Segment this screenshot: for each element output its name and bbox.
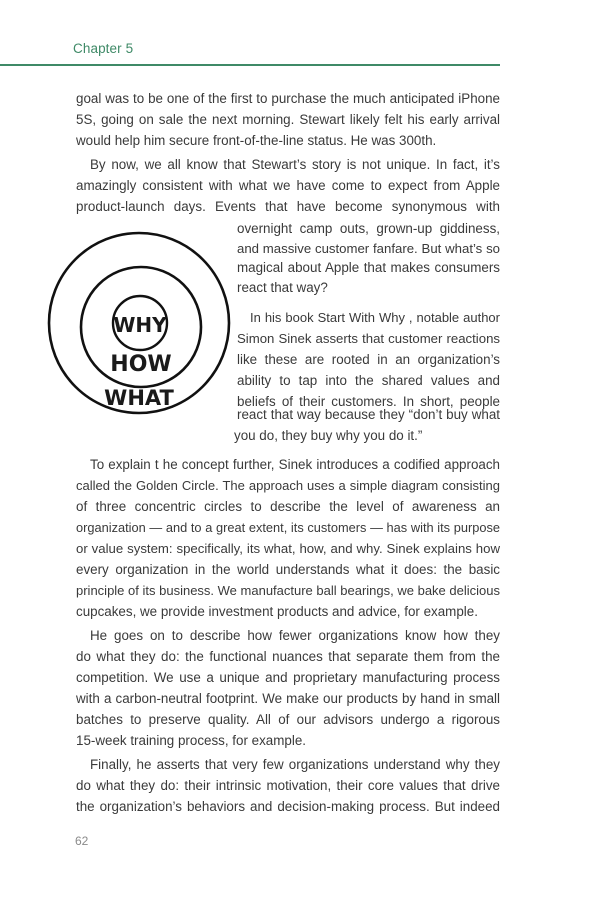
text-line: ability to tap into the shared values and [237,373,500,388]
text-line: goal was to be one of the first to purchase the much anticipated iPhone [76,91,500,106]
text-line: react that way because they “don’t buy what [237,407,500,422]
text-line: the organization’s behaviors and decision-making process. But indeed [76,799,500,814]
text-line: 5S, going on sale the next morning. Stewart likely felt his early arrival [76,112,500,127]
what-label: WHAT [104,386,174,410]
page-number: 62 [75,834,89,848]
chapter-heading: Chapter 5 [73,41,134,56]
text-line: product-launch days. Events that have become synonymous with [76,199,500,214]
text-line: with a carbon-neutral footprint. We make our products by hand in small [76,691,500,706]
text-line: do what they do: the functional nuances that separate them from the [76,649,500,664]
text-line: batches to preserve quality. All of our advisors undergo a rigorous [76,712,500,727]
text-line: beliefs of their customers. In short, people [237,394,500,409]
text-line: would help him secure front-of-the-line status. He was 300th. [76,133,437,148]
text-line: 15-week training process, for example. [76,733,306,748]
text-line: and massive customer fanfare. But what’s so [237,241,500,256]
text-line: called the Golden Circle. The approach uses a simple diagram consisting [76,478,500,493]
text-line: competition. We use a unique and proprietary manufacturing process [76,670,500,685]
text-line: organization — and to a great extent, its customers — has with its purpose [76,520,500,535]
text-line: principle of its business. We manufacture ball bearings, we bake delicious [76,583,500,598]
golden-circle-diagram [30,220,240,430]
header-rule [0,64,500,66]
text-line: overnight camp outs, grown-up giddiness, [237,221,500,236]
text-line: magical about Apple that makes consumers [237,260,500,275]
text-line: Finally, he asserts that very few organizations understand why they [90,757,500,772]
text-line: He goes on to describe how fewer organizations know how they [90,628,500,643]
text-line: like these are rooted in an organization’s [237,352,500,367]
text-line: react that way? [237,280,328,295]
how-label: HOW [110,352,172,377]
text-line: To explain t he concept further, Sinek introduces a codified approach [90,457,500,472]
text-line: Simon Sinek asserts that customer reactions [237,331,500,346]
text-line: of three concentric circles to describe the level of awareness an [76,499,500,514]
text-line: you do, they buy why you do it.” [234,428,423,443]
text-line: or value system: specifically, its what, how, and why. Sinek explains how [76,541,500,556]
why-label: WHY [113,313,167,337]
text-line: amazingly consistent with what we have come to expect from Apple [76,178,500,193]
text-line: By now, we all know that Stewart’s story is not unique. In fact, it’s [90,157,500,172]
text-line: do what they do: their intrinsic motivation, their core values that drive [76,778,500,793]
text-line: every organization in the world understands what it does: the basic [76,562,500,577]
text-line: In his book Start With Why , notable author [250,310,500,325]
text-line: cupcakes, we provide investment products and advice, for example. [76,604,478,619]
